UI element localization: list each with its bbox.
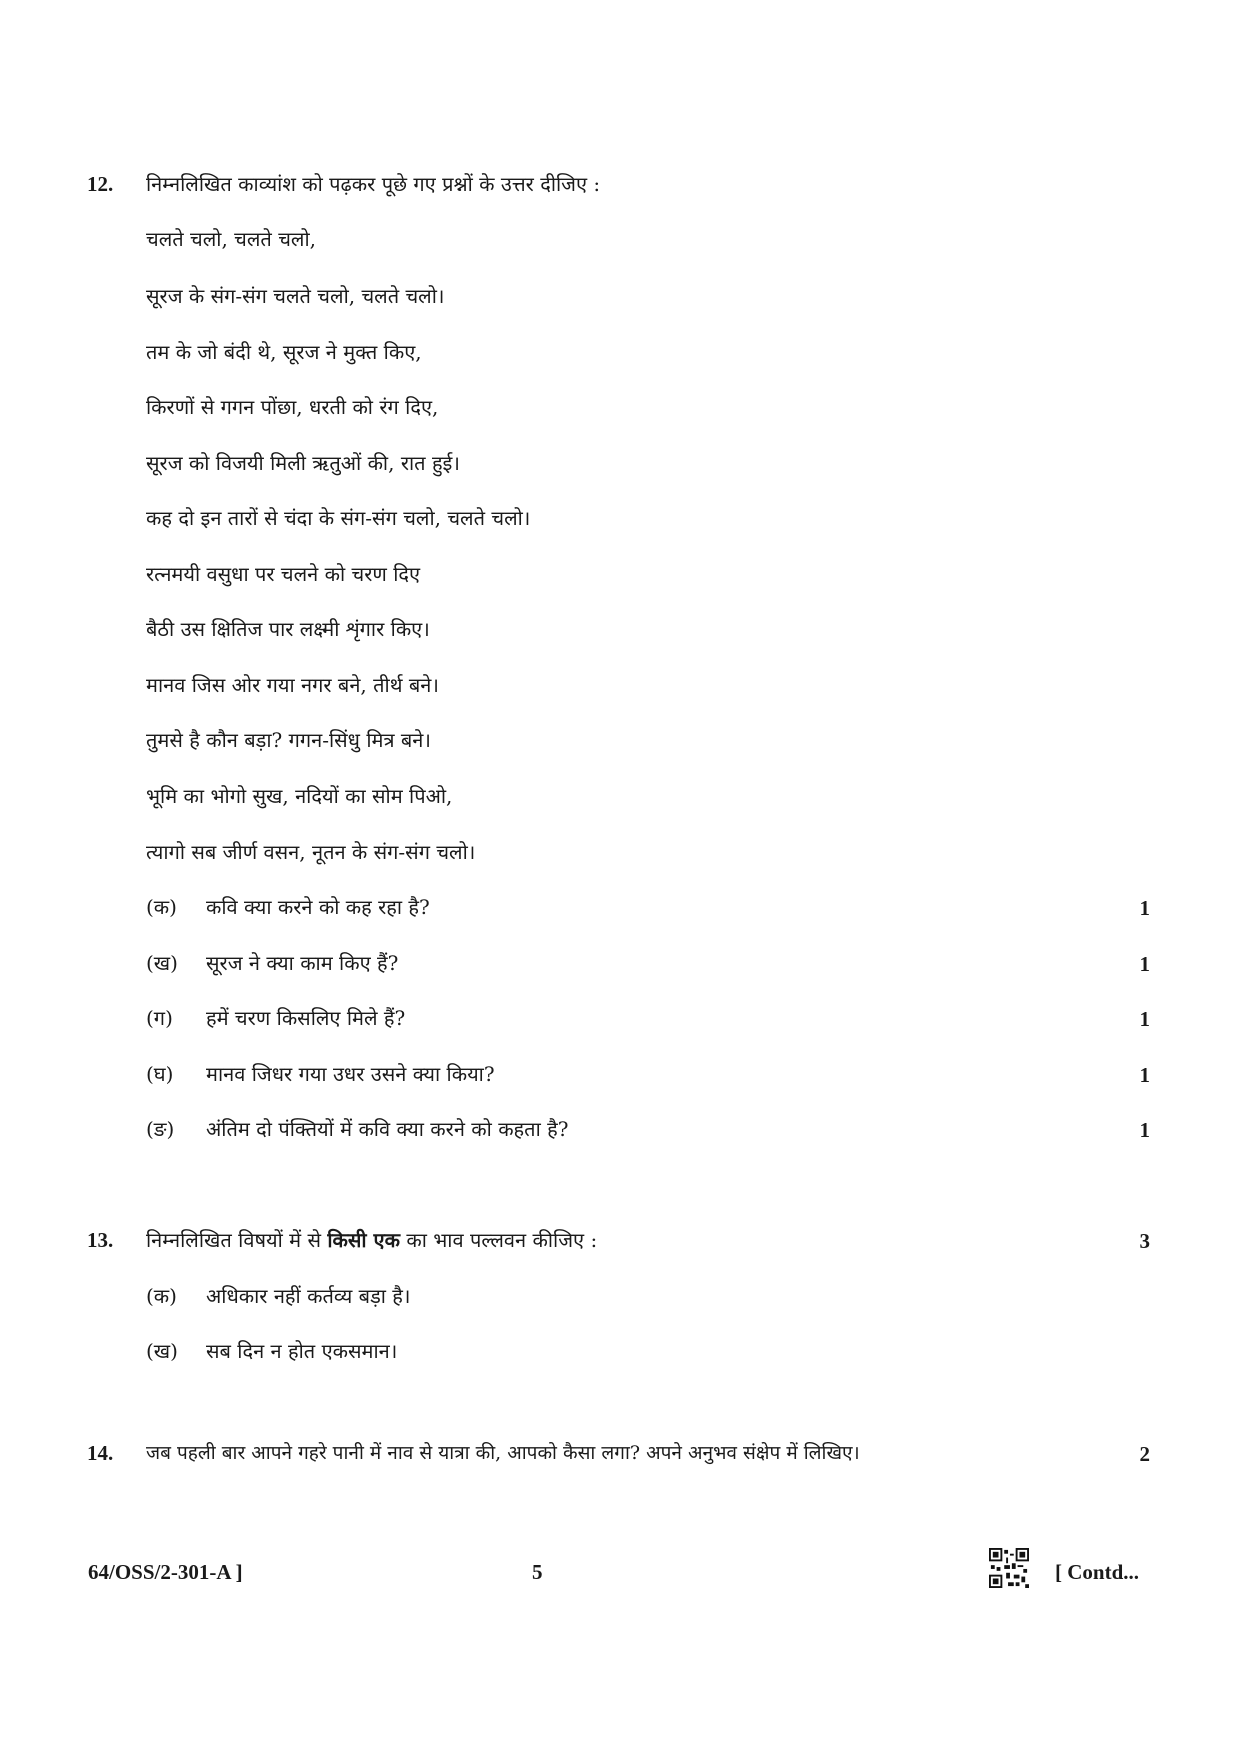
q12-sub-a-marks: 1 <box>1139 896 1150 920</box>
question-13-prompt <box>146 1226 597 1253</box>
q12-sub-e-marks: 1 <box>1139 1118 1150 1142</box>
q12-sub-d-text: मानव जिधर गया उधर उसने क्या किया? <box>206 1062 495 1086</box>
poem-line-9: मानव जिस ओर गया नगर बने, तीर्थ बने। <box>146 673 439 697</box>
qr-code-icon <box>989 1548 1029 1588</box>
poem-line-3: तम के जो बंदी थे, सूरज ने मुक्त किए, <box>146 340 422 364</box>
question-13-prompt-start: निम्नलिखित विषयों में से <box>146 1228 328 1252</box>
poem-line-12: त्यागो सब जीर्ण वसन, नूतन के संग-संग चलो। <box>146 840 476 864</box>
q12-sub-a-label: (क) <box>146 895 177 919</box>
question-14-prompt: जब पहली बार आपने गहरे पानी में नाव से यात्रा की, आपको कैसा लगा? अपने अनुभव संक्षेप में लिखिए। <box>146 1442 860 1464</box>
q12-sub-b-label: (ख) <box>146 951 178 975</box>
poem-line-7: रत्नमयी वसुधा पर चलने को चरण दिए <box>146 562 421 586</box>
q12-sub-e-label: (ङ) <box>146 1117 175 1141</box>
poem-line-4: किरणों से गगन पोंछा, धरती को रंग दिए, <box>146 395 439 419</box>
q13-sub-b-text: सब दिन न होत एकसमान। <box>206 1339 398 1363</box>
question-12-prompt: निम्नलिखित काव्यांश को पढ़कर पूछे गए प्रश्नों के उत्तर दीजिए : <box>146 172 601 196</box>
q13-sub-a-label: (क) <box>146 1284 177 1308</box>
question-13-marks: 3 <box>1139 1229 1150 1253</box>
q12-sub-d-marks: 1 <box>1139 1063 1150 1087</box>
q12-sub-b-marks: 1 <box>1139 952 1150 976</box>
poem-line-8: बैठी उस क्षितिज पार लक्ष्मी शृंगार किए। <box>146 617 430 641</box>
continued-label: [ Contd... <box>1055 1560 1140 1584</box>
question-14-marks: 2 <box>1139 1442 1150 1466</box>
q12-sub-e-text: अंतिम दो पंक्तियों में कवि क्या करने को कहता है? <box>206 1117 569 1141</box>
q12-sub-c-label: (ग) <box>146 1006 173 1030</box>
q12-sub-a-text: कवि क्या करने को कह रहा है? <box>206 895 430 919</box>
q12-sub-d-label: (घ) <box>146 1062 174 1086</box>
poem-line-10: तुमसे है कौन बड़ा? गगन-सिंधु मित्र बने। <box>146 728 431 752</box>
q12-sub-c-text: हमें चरण किसलिए मिले हैं? <box>206 1006 406 1030</box>
poem-line-11: भूमि का भोगो सुख, नदियों का सोम पिओ, <box>146 784 453 808</box>
poem-line-2: सूरज के संग-संग चलते चलो, चलते चलो। <box>146 284 445 308</box>
question-13-number: 13. <box>87 1228 114 1252</box>
poem-line-5: सूरज को विजयी मिली ऋतुओं की, रात हुई। <box>146 451 460 475</box>
question-13-prompt-end: का भाव पल्लवन कीजिए : <box>399 1228 598 1252</box>
question-13-prompt-emphasis: किसी एक <box>327 1228 400 1252</box>
q12-sub-b-text: सूरज ने क्या काम किए हैं? <box>206 951 399 975</box>
question-14-number: 14. <box>87 1441 114 1465</box>
page-number: 5 <box>532 1560 543 1584</box>
poem-line-6: कह दो इन तारों से चंदा के संग-संग चलो, चलते चलो। <box>146 506 531 530</box>
q12-sub-c-marks: 1 <box>1139 1007 1150 1031</box>
q13-sub-a-text: अधिकार नहीं कर्तव्य बड़ा है। <box>206 1284 411 1308</box>
q13-sub-b-label: (ख) <box>146 1339 178 1363</box>
paper-code: 64/OSS/2-301-A ] <box>88 1560 243 1584</box>
question-12-number: 12. <box>87 172 114 196</box>
poem-line-1: चलते चलो, चलते चलो, <box>146 227 316 251</box>
